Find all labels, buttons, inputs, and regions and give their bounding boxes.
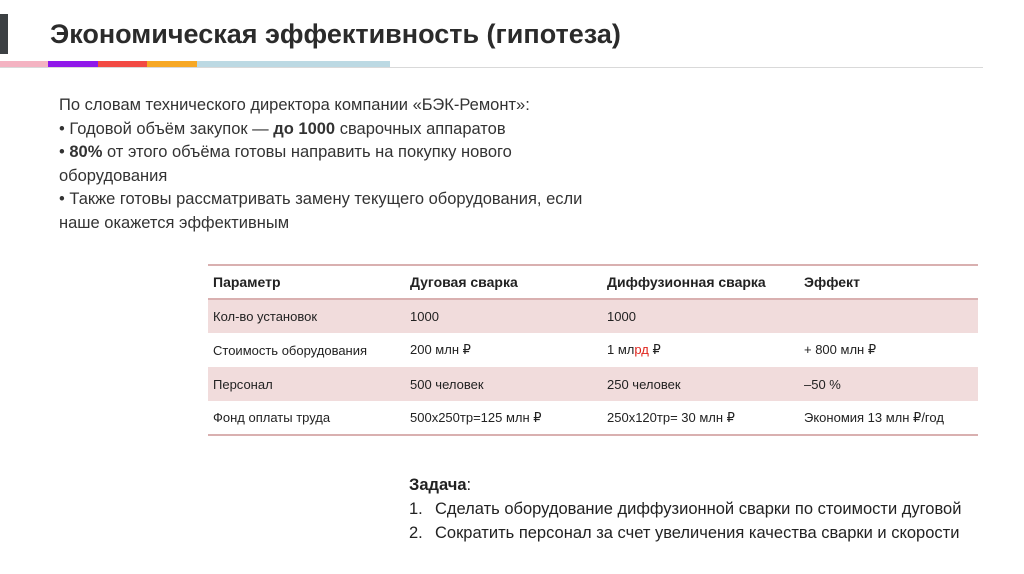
task-block: [409, 473, 961, 545]
task-title: Задача: [409, 476, 467, 494]
left-accent-bar: [0, 14, 8, 54]
bullet-1-bold: до 1000: [273, 119, 336, 138]
table-row: [208, 333, 978, 367]
table-row: [208, 401, 978, 435]
intro-line: По словам технического директора компании «БЭК-Ремонт»:: [59, 96, 530, 114]
cell-arc: 200 млн ₽: [410, 342, 471, 357]
cell-effect: [799, 299, 978, 333]
cell-param: Стоимость оборудования: [213, 342, 368, 358]
bullet-1-prefix: • Годовой объём закупок —: [59, 119, 274, 138]
intro-bullet-3: • Также готовы рассматривать замену текущего оборудования, если наше окажется эффективным: [59, 190, 583, 232]
list-item: [409, 521, 961, 545]
cell-diffusion-highlight: рд: [634, 342, 649, 357]
cell-arc: 500х250тр=125 млн ₽: [410, 409, 542, 425]
intro-text: [59, 94, 619, 235]
list-item-number: 2.: [409, 524, 423, 542]
table-row: [208, 299, 978, 333]
cell-effect: –50 %: [804, 376, 841, 392]
cell-diffusion: 250х120тр= 30 млн ₽: [607, 409, 735, 425]
task-colon: :: [466, 476, 472, 494]
intro-bullet-2: [59, 141, 619, 188]
cell-diffusion: 250 человек: [607, 376, 681, 392]
list-item-text: Сократить персонал за счет увеличения качества сварки и скорости: [435, 524, 960, 542]
bullet-2-suffix: от этого объёма готовы направить на покупку нового оборудования: [59, 143, 512, 185]
cell-diffusion: [602, 333, 799, 367]
cell-diffusion: 1000: [607, 309, 636, 324]
table-row: [208, 367, 978, 401]
header-divider: [0, 67, 983, 68]
list-item: [409, 497, 961, 521]
list-item-number: 1.: [409, 500, 423, 518]
comparison-table: [208, 264, 978, 436]
page-title: Экономическая эффективность (гипотеза): [50, 19, 621, 49]
bullet-1-suffix: сварочных аппаратов: [335, 119, 506, 138]
cell-param: Кол-во установок: [213, 309, 318, 324]
intro-bullet-1: [59, 118, 619, 142]
cell-diffusion-currency: ₽: [648, 342, 661, 357]
bullet-2-prefix: •: [59, 143, 70, 161]
bullet-2-bold: 80%: [69, 143, 103, 161]
cell-diffusion-part: 1 мл: [607, 342, 635, 357]
cell-effect: Экономия 13 млн ₽/год: [804, 409, 944, 425]
table-header-row: [208, 265, 978, 299]
cell-arc: 1000: [410, 309, 439, 324]
cell-effect: + 800 млн ₽: [804, 342, 877, 357]
task-list: [409, 497, 961, 545]
header-diffusion: Диффузионная сварка: [607, 274, 766, 290]
task-heading: [409, 473, 961, 497]
cell-arc: 500 человек: [410, 376, 484, 392]
list-item-text: Сделать оборудование диффузионной сварки по стоимости дуговой: [435, 500, 962, 518]
header-param: Параметр: [213, 274, 281, 290]
cell-param: Фонд оплаты труда: [213, 410, 331, 425]
header-effect: Эффект: [804, 274, 860, 290]
header-arc: Дуговая сварка: [410, 274, 518, 290]
cell-param: Персонал: [213, 376, 273, 392]
